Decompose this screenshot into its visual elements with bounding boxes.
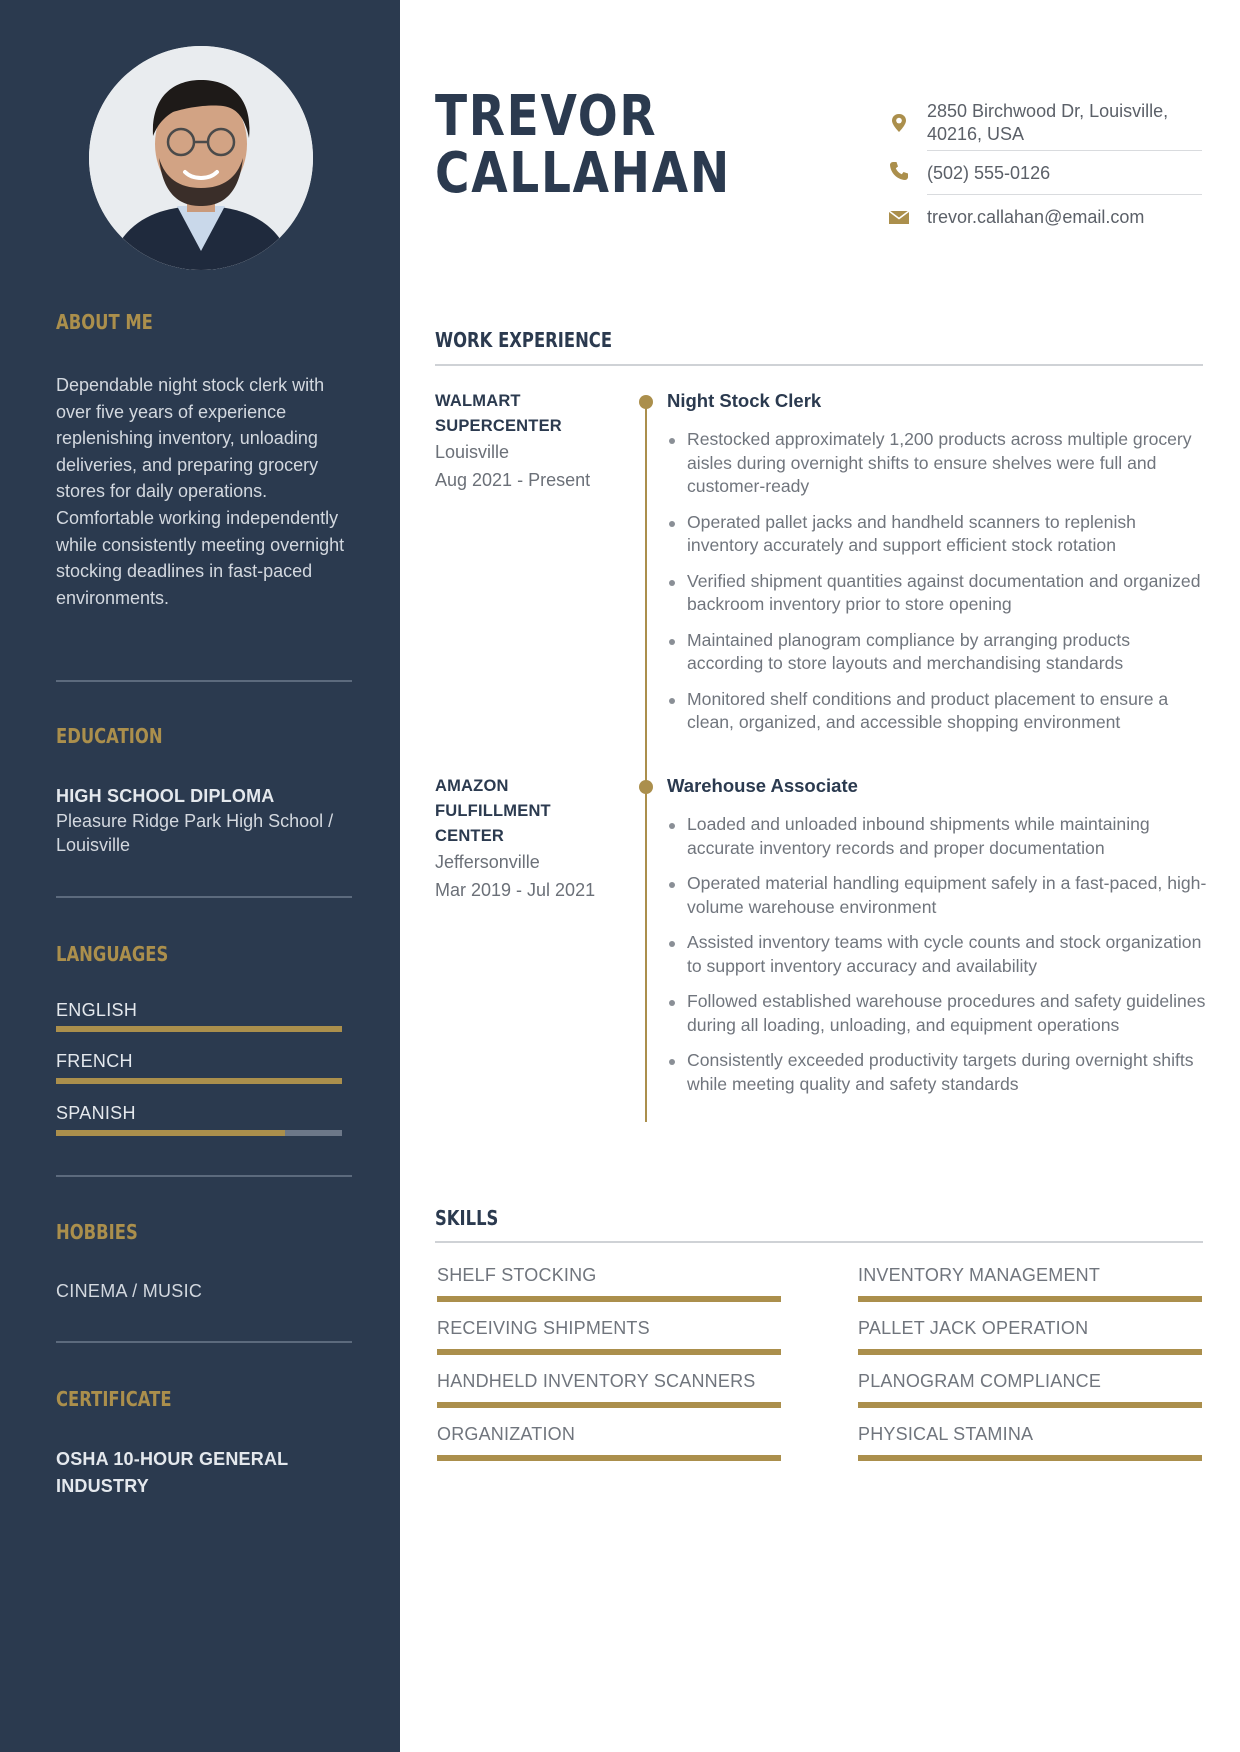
about-text: Dependable night stock clerk with over five years of experience replenishing inventory, unloading deliveries, and preparing grocery stores for daily operations. Comfortable working independently while consistently meeting overnight stocking deadlines in fast-paced environments. [56,375,345,608]
skill-label: SHELF STOCKING [437,1265,597,1285]
job-bullets [667,428,1207,747]
divider [56,1341,352,1343]
timeline-line [645,404,647,1122]
timeline-dot [639,780,653,794]
skill-label: ORGANIZATION [437,1424,576,1444]
language-bar-fill [56,1130,285,1136]
job-title: Night Stock Clerk [667,390,822,411]
language-bar-fill [56,1078,342,1084]
skill-item [858,1265,1202,1302]
job-bullet: Maintained planogram compliance by arranging products according to store layouts and merchandising standards [667,629,1207,676]
language-label-french: FRENCH [56,1051,133,1071]
name-last: CALLAHAN [435,141,731,206]
job-bullet: Loaded and unloaded inbound shipments while maintaining accurate inventory records and proper documentation [667,813,1207,860]
hobbies-heading: HOBBIES [56,1220,138,1244]
languages-heading: LANGUAGES [56,942,169,966]
language-bar-english [56,1026,342,1032]
skill-item [437,1318,781,1355]
job-location: Jeffersonville [435,852,540,872]
education-heading: EDUCATION [56,724,163,748]
candidate-name [435,84,731,206]
skill-label: PALLET JACK OPERATION [858,1318,1089,1338]
skill-bar [858,1402,1202,1408]
divider [56,680,352,682]
skill-label: RECEIVING SHIPMENTS [437,1318,650,1338]
divider [56,1175,352,1177]
location-pin-icon [888,112,910,134]
contact-address: 2850 Birchwood Dr, Louisville, 40216, USA [927,101,1169,144]
skill-bar [437,1455,781,1461]
job-company: WALMART SUPERCENTER [435,392,562,435]
divider [56,896,352,898]
education-degree: HIGH SCHOOL DIPLOMA [56,786,275,806]
skill-bar [858,1296,1202,1302]
divider [927,150,1202,151]
job-dates: Mar 2019 - Jul 2021 [435,880,596,900]
job-bullet: Operated pallet jacks and handheld scanners to replenish inventory accurately and support efficient stock rotation [667,511,1207,558]
job-location: Louisville [435,442,510,462]
skill-item [858,1424,1202,1461]
skill-bar [858,1349,1202,1355]
job-company: AMAZON FULFILLMENT CENTER [435,777,551,845]
sidebar [0,0,400,1752]
skill-item [858,1318,1202,1355]
skill-label: PLANOGRAM COMPLIANCE [858,1371,1102,1391]
education-school: Pleasure Ridge Park High School / Louisville [56,811,334,855]
about-heading: ABOUT ME [56,310,153,334]
language-bar-fill [56,1026,342,1032]
skill-item [437,1265,781,1302]
skill-item [437,1424,781,1461]
job-dates: Aug 2021 - Present [435,470,591,490]
email-icon [888,206,910,228]
language-bar-spanish [56,1130,342,1136]
language-bar-french [56,1078,342,1084]
skill-bar [437,1296,781,1302]
skill-item [858,1371,1202,1408]
phone-icon [888,160,910,182]
skill-label: INVENTORY MANAGEMENT [858,1265,1101,1285]
timeline-dot [639,395,653,409]
job-bullet: Assisted inventory teams with cycle counts and stock organization to support inventory accuracy and availability [667,931,1207,978]
skill-bar [437,1349,781,1355]
skill-item [437,1371,781,1408]
hobbies-text: CINEMA / MUSIC [56,1281,203,1301]
divider [927,194,1202,195]
skill-bar [437,1402,781,1408]
language-label-english: ENGLISH [56,1000,138,1020]
divider [435,1241,1203,1243]
job-title: Warehouse Associate [667,775,858,796]
skill-bar [858,1455,1202,1461]
job-bullet: Restocked approximately 1,200 products across multiple grocery aisles during overnight shifts to ensure shelves were full and customer-ready [667,428,1207,499]
skill-label: HANDHELD INVENTORY SCANNERS [437,1371,756,1391]
work-experience-heading: WORK EXPERIENCE [435,328,613,352]
language-label-spanish: SPANISH [56,1103,136,1123]
name-first: TREVOR [435,84,658,149]
skill-label: PHYSICAL STAMINA [858,1424,1034,1444]
divider [435,364,1203,366]
skills-heading: SKILLS [435,1206,499,1230]
job-bullets [667,813,1207,1108]
job-bullet: Followed established warehouse procedures and safety guidelines during all loading, unloading, and equipment operations [667,990,1207,1037]
certificate-text: OSHA 10-HOUR GENERAL INDUSTRY [56,1449,289,1496]
certificate-heading: CERTIFICATE [56,1387,172,1411]
job-bullet: Operated material handling equipment safely in a fast-paced, high-volume warehouse environment [667,872,1207,919]
job-bullet: Verified shipment quantities against documentation and organized backroom inventory prior to store opening [667,570,1207,617]
profile-photo [89,46,313,270]
job-bullet: Consistently exceeded productivity targets during overnight shifts while meeting quality and safety standards [667,1049,1207,1096]
contact-phone[interactable]: (502) 555-0126 [927,163,1051,183]
contact-email[interactable]: trevor.callahan@email.com [927,207,1145,227]
job-bullet: Monitored shelf conditions and product placement to ensure a clean, organized, and accessible shopping environment [667,688,1207,735]
